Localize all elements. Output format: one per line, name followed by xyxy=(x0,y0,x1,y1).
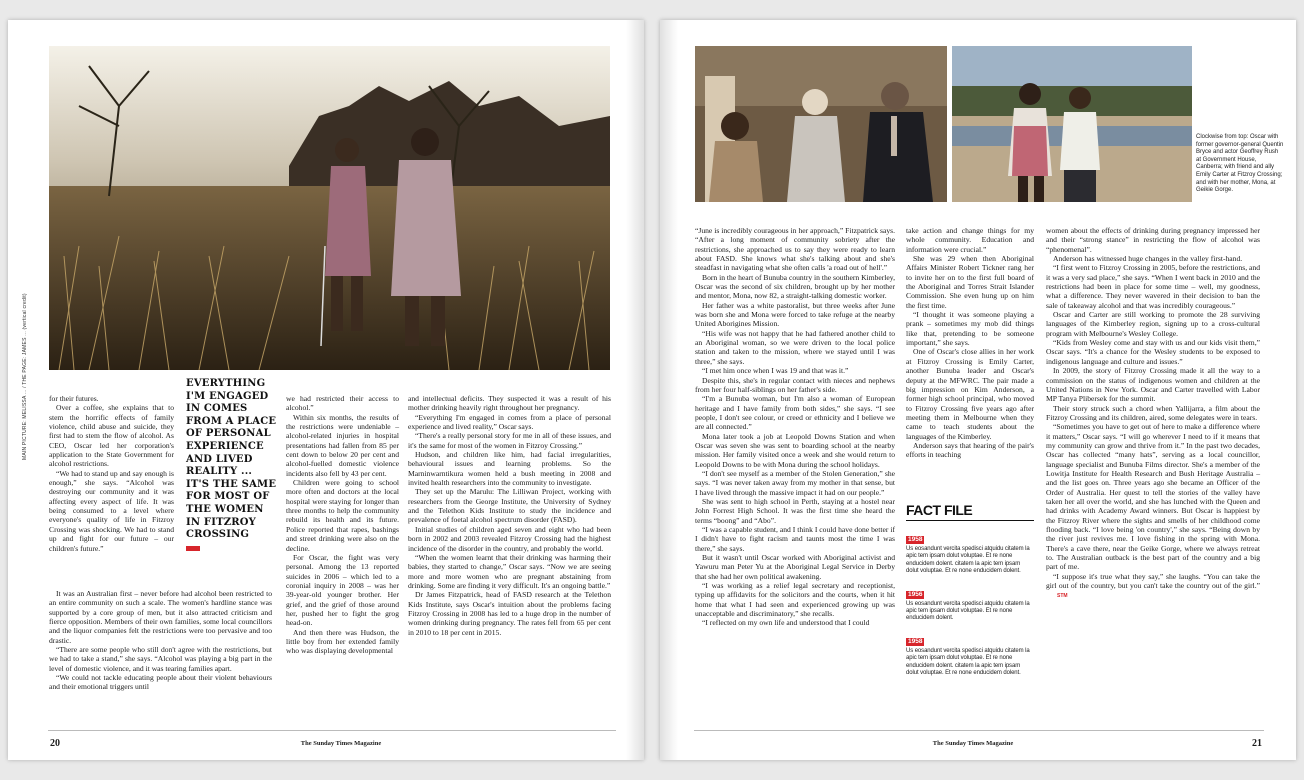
paragraph: “I'm a Bunuba woman, but I'm also a woman of European heritage and I have family from both sides,” she says. “I see people, I don't see colour, or creed or ethnicity and I believe we are all connected.” xyxy=(695,394,895,432)
photo-credit: MAIN PICTURE: MELISSA ... / THE PAGE: JAMES ... (vertical credit) xyxy=(22,293,28,460)
fact-file xyxy=(906,502,1034,684)
fact-text: Us eosandunt vercita spedisci atquidu citatem la apic tem ipsam dolut voluptae. Et re none enducidem dolent. citatem la apic tem ipsam dolut voluptae. Et re none enducidem dolent. xyxy=(906,647,1030,677)
paragraph: “June is incredibly courageous in her approach,” Fitzpatrick says. “After a long moment of community sobriety after the restrictions, she approached us to say they were ready to learn about FASD. She knows what she's talking about and she's steadfast in navigating what she often calls 'a road out of hell'.” xyxy=(695,226,895,273)
page-number: 21 xyxy=(1252,738,1262,749)
pull-quote xyxy=(186,378,278,551)
pull-quote-text: EVERYTHING I'M ENGAGED IN COMES FROM A PLACE OF PERSONAL EXPERIENCE AND LIVED REALITY ... IT'S THE SAME FOR MOST OF THE WOMEN IN FITZROY CROSSING xyxy=(186,378,277,541)
left-column-1 xyxy=(49,394,174,553)
photo-fitzroy-crossing-illustration xyxy=(952,46,1192,202)
photo-government-house xyxy=(695,46,947,202)
paragraph: “When the women learnt that their drinking was harming their babies, they started to change,” Oscar says. “Now we are seeing more and more women who are pregnant abstaining from drinking. Some are finding it very difficult. It's an ongoing battle.” xyxy=(408,552,611,590)
paragraph: “I first went to Fitzroy Crossing in 2005, before the restrictions, and it was a very sad place,” she says. “When I went back in 2010 and the restrictions had been in place for some time – well, my goodness, what a difference. They never wavered in their decision to ban the sale of takeaway alcohol and that was incredibly courageous.” xyxy=(1046,263,1260,310)
paragraph: “I was working as a relief legal secretary and receptionist, typing up affidavits for the solicitors and the courts, when it hit home that what I had seen and experienced growing up was unacceptable and discriminatory,” she recalls. xyxy=(695,581,895,619)
paragraph: Children were going to school more often and doctors at the local hospital were staying for longer than three months to help the community rebuild its health and its future. Police reported that rapes, bashings and street drinking were also on the decline. xyxy=(286,478,399,553)
paragraph: For Oscar, the fight was very personal. Among the 13 reported suicides in 2006 – which led to a coronial inquiry in 2008 – was her 39-year-old younger brother. Her grief, and the grief of those around her, pushed her to fight the grog head-on. xyxy=(286,552,399,628)
paragraph: Their story struck such a chord when Yallijarra, a film about the Fitzroy Crossing and its children, aired, some delegates were in tears. xyxy=(1046,403,1260,422)
page-number: 20 xyxy=(50,738,60,749)
paragraph: “There's a really personal story for me in all of these issues, and it's the same for most of the women in Fitzroy Crossing.” xyxy=(408,431,611,450)
paragraph: One of Oscar's close allies in her work at Fitzroy Crossing is Emily Carter, another Bunuba leader and Oscar's deputy at the MFWRC. The pair made a big impression on Kim Anderson, a former high school principal, who moved to Fitzroy Crossing five years ago after meeting them in Melbourne when they came to teach students about the languages of the Kimberley. xyxy=(906,347,1034,441)
right-column-1 xyxy=(695,226,895,628)
spine-shadow xyxy=(660,20,678,760)
paragraph: Dr James Fitzpatrick, head of FASD research at the Telethon Kids Institute, says Oscar's intuition about the problems facing Fitzroy Crossing in 2008 has led to a huge drop in the number of women drinking during pregnancy. The rates fell from 65 per cent in 2010 to 18 per cent in 2015. xyxy=(408,590,611,637)
fact-year-badge: 1958 xyxy=(908,637,923,645)
left-footer xyxy=(8,720,644,760)
paragraph: They set up the Marulu: The Lilliwan Project, working with researchers from the George Institute, the University of Sydney and the Telethon Kids Institute to study the incidence and prevalence of foetal alcohol spectrum disorder (FASD). xyxy=(408,487,611,525)
paragraph: “We had to stand up and say enough is enough,” she says. “Alcohol was destroying our community and it was affecting every aspect of life. It was being consumed to a level where everyone's quality of life in Fitzroy Crossing was shocking. We had to stand up and fight for our future – our children's future.” xyxy=(49,468,174,553)
paragraph: Within six months, the results of the restrictions were undeniable – alcohol-related injuries in hospital presentations had fallen from 85 per cent down to below 20 per cent and alcohol-fuelled domestic violence incidents also fell by 43 per cent. xyxy=(286,412,399,478)
fact-text: Us eosandunt vercita spedisci atquidu citatem la apic tem ipsam dolut voluptae. Et re none enducidem dolent. citatem la apic tem ipsam dolut voluptae. Et re none enducidem dolent. xyxy=(906,546,1030,575)
paragraph: “I was a capable student, and I think I could have done better if I didn't have to fight racism and taunts most the time I was there,” she says. xyxy=(695,525,895,553)
right-column-3 xyxy=(1046,226,1260,602)
fact-file-title: FACT FILE xyxy=(906,502,1034,521)
paragraph: “His wife was not happy that he had fathered another child to an Aboriginal woman, so we were driven to the local police station and taken to the mission, where we stayed until I was three,” she says. xyxy=(695,328,895,366)
end-mark: STM xyxy=(1057,593,1068,600)
paragraph: “I thought it was someone playing a prank – sometimes my mob did things like that, pretending to be someone important,” she says. xyxy=(906,310,1034,348)
paragraph: we had restricted their access to alcohol.” xyxy=(286,394,399,413)
paragraph: Anderson says that hearing of the pair's efforts in teaching xyxy=(906,440,1034,460)
paragraph: Oscar and Carter are still working to promote the 28 surviving languages of the Kimberley region, signing up to a cross-cultural program with Melbourne's Wesley College. xyxy=(1046,310,1260,338)
paragraph: Her father was a white pastoralist, but three weeks after June was born she and Mona were forced to take refuge at the nearby United Aborigines Mission. xyxy=(695,300,895,329)
paragraph: take action and change things for my whole community. Education and information were crucial.” xyxy=(906,226,1034,254)
magazine-name: The Sunday Times Magazine xyxy=(300,740,382,747)
right-column-2 xyxy=(906,226,1034,460)
left-column-3 xyxy=(408,394,611,637)
left-column-1-full xyxy=(49,589,272,692)
paragraph: “I reflected on my own life and understood that I could xyxy=(702,618,870,628)
paragraph: “We could not tackle educating people about their violent behaviours and their emotional triggers until xyxy=(49,673,272,692)
fact-year-badge: 1956 xyxy=(908,590,923,598)
paragraph: “Everything I'm engaged in comes from a place of personal experience and lived reality,” Oscar says. xyxy=(408,412,611,432)
left-page xyxy=(8,20,644,760)
hero-photo-illustration xyxy=(49,46,610,370)
paragraph: “I don't see myself as a member of the Stolen Generation,” she says. “I was never taken away from my mother in that sense, but I have lived through the massive impact it had on our people.” xyxy=(695,468,895,497)
paragraph: “Sometimes you have to get out of here to make a difference where it matters,” Oscar says. “I will go wherever I need to if it means that my community can grow and thrive from it.” In the past two decades, Oscar has collected “many hats”, serving as a local councillor, language specialist and Bunuba Films director. She's a member of the Lowitja Institute for Health Research and Bush Heritage Australia – and the list goes on. Three years ago she became an Officer of the Order of Australia. Her quest to tell the stories of the valley have taken her all over the world, and she has lunched with the Queen and had drinks with Academy Award winners. But Oscar is happiest by the Fitzroy River where the sights and smells of her childhood come flooding back. “I love being 'on country',” she says. “Being down by the river just revives me. I love fishing in the spring with Mona. There's a cave there, near the Geike Gorge, where we always retreat to. The Australian outback is the best part of the country and a big part of me. xyxy=(1046,422,1260,572)
paragraph: Despite this, she's in regular contact with nieces and nephews from her four half-siblings on her father's side. xyxy=(695,375,895,394)
fact-year-badge: 1958 xyxy=(908,536,923,543)
paragraph: Mona later took a job at Leopold Downs Station and when Oscar was seven she was sent to boarding school at the nearby mission. Her family visited once a week and she would return to Leopold Downs to be with Mona during the school holidays. xyxy=(695,431,895,469)
fact-file-item xyxy=(906,528,1034,576)
right-page xyxy=(660,20,1296,760)
paragraph: Born in the heart of Bunuba country in the southern Kimberley, Oscar was the second of six children, brought up by her mother and mentor, Mona, now 82, a straight-talking domestic worker. xyxy=(695,272,895,301)
left-column-2 xyxy=(286,394,399,656)
footer-rule xyxy=(48,730,616,731)
paragraph: It was an Australian first – never before had alcohol been restricted to an entire community on such a scale. The women's hardline stance was supported by a core group of men, but it also attracted criticism and fierce opposition. Members of their own families, some local councillors and the liquor companies felt the restrictions were too pervasive and too drastic. xyxy=(49,589,272,645)
magazine-name: The Sunday Times Magazine xyxy=(932,740,1014,747)
spine-shadow xyxy=(626,20,644,760)
fact-text: Us eosandunt vercita spedisci atquidu citatem la apic tem ipsam dolut voluptae. Et re none enducidem dolent. xyxy=(906,600,1030,622)
photo-caption: Clockwise from top: Oscar with former governor-general Quentin Bryce and actor Geoffrey Rush at Government House, Canberra; with friend and ally Emily Carter at Fitzroy Crossing; and with her mother, Mona, at Geikie Gorge. xyxy=(1196,134,1284,194)
hero-photo xyxy=(49,46,610,370)
paragraph: Over a coffee, she explains that to stem the horrific effects of family violence, child abuse and suicide, they first had to stem the flow of alcohol. As CEO, Oscar led her corporation's application to the State Government for alcohol restrictions. xyxy=(49,403,174,469)
paragraph: But it wasn't until Oscar worked with Aboriginal activist and Yawuru man Peter Yu at the Aboriginal Legal Service in Derby that she had her own political awakening. xyxy=(695,553,895,581)
paragraph: and intellectual deficits. They suspected it was a result of his mother drinking heavily right throughout her pregnancy. xyxy=(408,394,611,413)
fact-file-item xyxy=(906,630,1034,678)
paragraph: women about the effects of drinking during pregnancy impressed her and their “strong stance” in restricting the flow of alcohol was “phenomenal”. xyxy=(1046,226,1260,254)
paragraph: “I met him once when I was 19 and that was it.” xyxy=(702,366,849,376)
paragraph: Initial studies of children aged seven and eight who had been born in 2002 and 2003 revealed Fitzroy Crossing had the highest incidence of the disorder in the country, and probably the world. xyxy=(408,524,611,553)
paragraph: In 2009, the story of Fitzroy Crossing made it all the way to a commission on the status of indigenous women and children at the United Nations in New York. Oscar and Carter travelled with Labor MP Tanya Plibersek for the summit. xyxy=(1046,366,1260,404)
footer-rule xyxy=(694,730,1264,731)
paragraph: Anderson has witnessed huge changes in the valley first-hand. xyxy=(1053,254,1243,264)
paragraph: And then there was Hudson, the little boy from her extended family who was displaying developmental xyxy=(286,627,399,656)
paragraph: for their futures. xyxy=(49,394,99,403)
fact-file-item xyxy=(906,583,1034,623)
paragraph: Hudson, and children like him, had facial irregularities, behavioural issues and learning problems. So the Marninwarntikura women held a bush meeting in 2008 and invited health researchers into the community to investigate. xyxy=(408,450,611,488)
paragraph: She was 29 when then Aboriginal Affairs Minister Robert Tickner rang her to invite her on to the first full board of the Aboriginal and Torres Strait Islander Commission. She even hung up on him the first time. xyxy=(906,254,1034,310)
pull-quote-mark xyxy=(186,546,200,551)
photo-government-house-illustration xyxy=(695,46,947,202)
paragraph: “Kids from Wesley come and stay with us and our kids visit them,” Oscar says. “It's a chance for the Wesley students to be exposed to indigenous language and culture and issues.” xyxy=(1046,338,1260,366)
right-footer xyxy=(660,720,1296,760)
paragraph: She was sent to high school in Perth, staying at a hostel near John Forrest High School. It was the first time she heard the terms “boong” and “Abo”. xyxy=(695,496,895,525)
paragraph: “I suppose it's true what they say,” she laughs. “You can take the girl out of the country, but you can't take the country out of the girl.” xyxy=(1046,571,1260,591)
photo-fitzroy-crossing xyxy=(952,46,1192,202)
paragraph: “There are some people who still don't agree with the restrictions, but we had to take a stand,” she says. “Alcohol was playing a big part in the level of domestic violence, and it was tearing families apart. xyxy=(49,645,272,673)
